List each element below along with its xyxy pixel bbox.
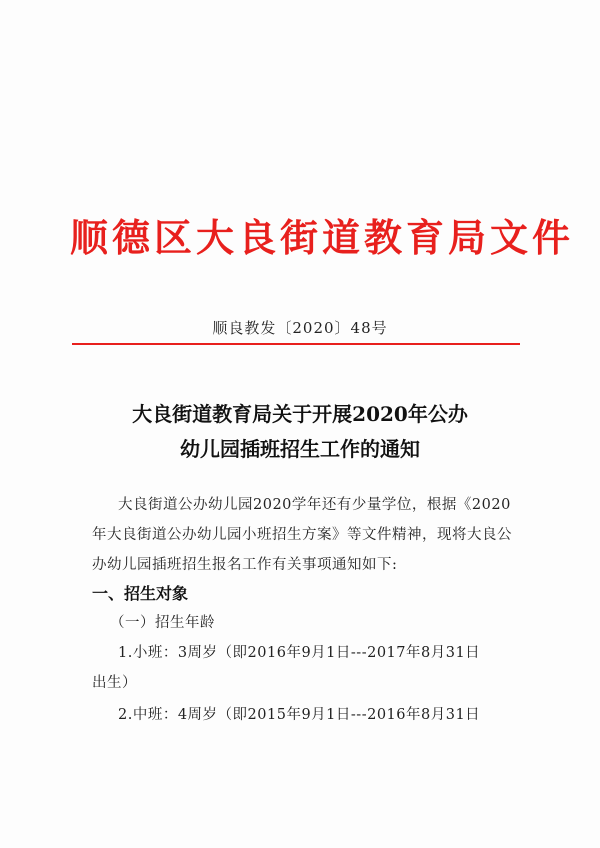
list-item-small-class-line-1: 1.小班：3周岁（即2016年9月1日---2017年8月31日 — [118, 645, 481, 661]
issuing-authority-title: 顺德区大良街道教育局文件 — [70, 215, 575, 260]
intro-paragraph-line-3: 办幼儿园插班招生报名工作有关事项通知如下: — [92, 557, 398, 573]
subsection-heading-enrollment-age: （一）招生年龄 — [110, 615, 215, 631]
red-divider-line — [72, 343, 520, 345]
intro-paragraph-line-2: 年大良街道公办幼儿园小班招生方案》等文件精神，现将大良公 — [92, 527, 512, 543]
document-number: 顺良教发〔2020〕48号 — [212, 319, 388, 337]
notice-title-line-2: 幼儿园插班招生工作的通知 — [180, 437, 420, 461]
list-item-small-class-line-2: 出生） — [92, 675, 137, 691]
notice-title-line-1: 大良街道教育局关于开展2020年公办 — [132, 402, 468, 426]
list-item-middle-class-line-1: 2.中班：4周岁（即2015年9月1日---2016年8月31日 — [118, 707, 481, 723]
intro-paragraph-line-1: 大良街道公办幼儿园2020学年还有少量学位，根据《2020 — [118, 497, 511, 513]
section-heading-enrollment-targets: 一、招生对象 — [92, 584, 189, 603]
